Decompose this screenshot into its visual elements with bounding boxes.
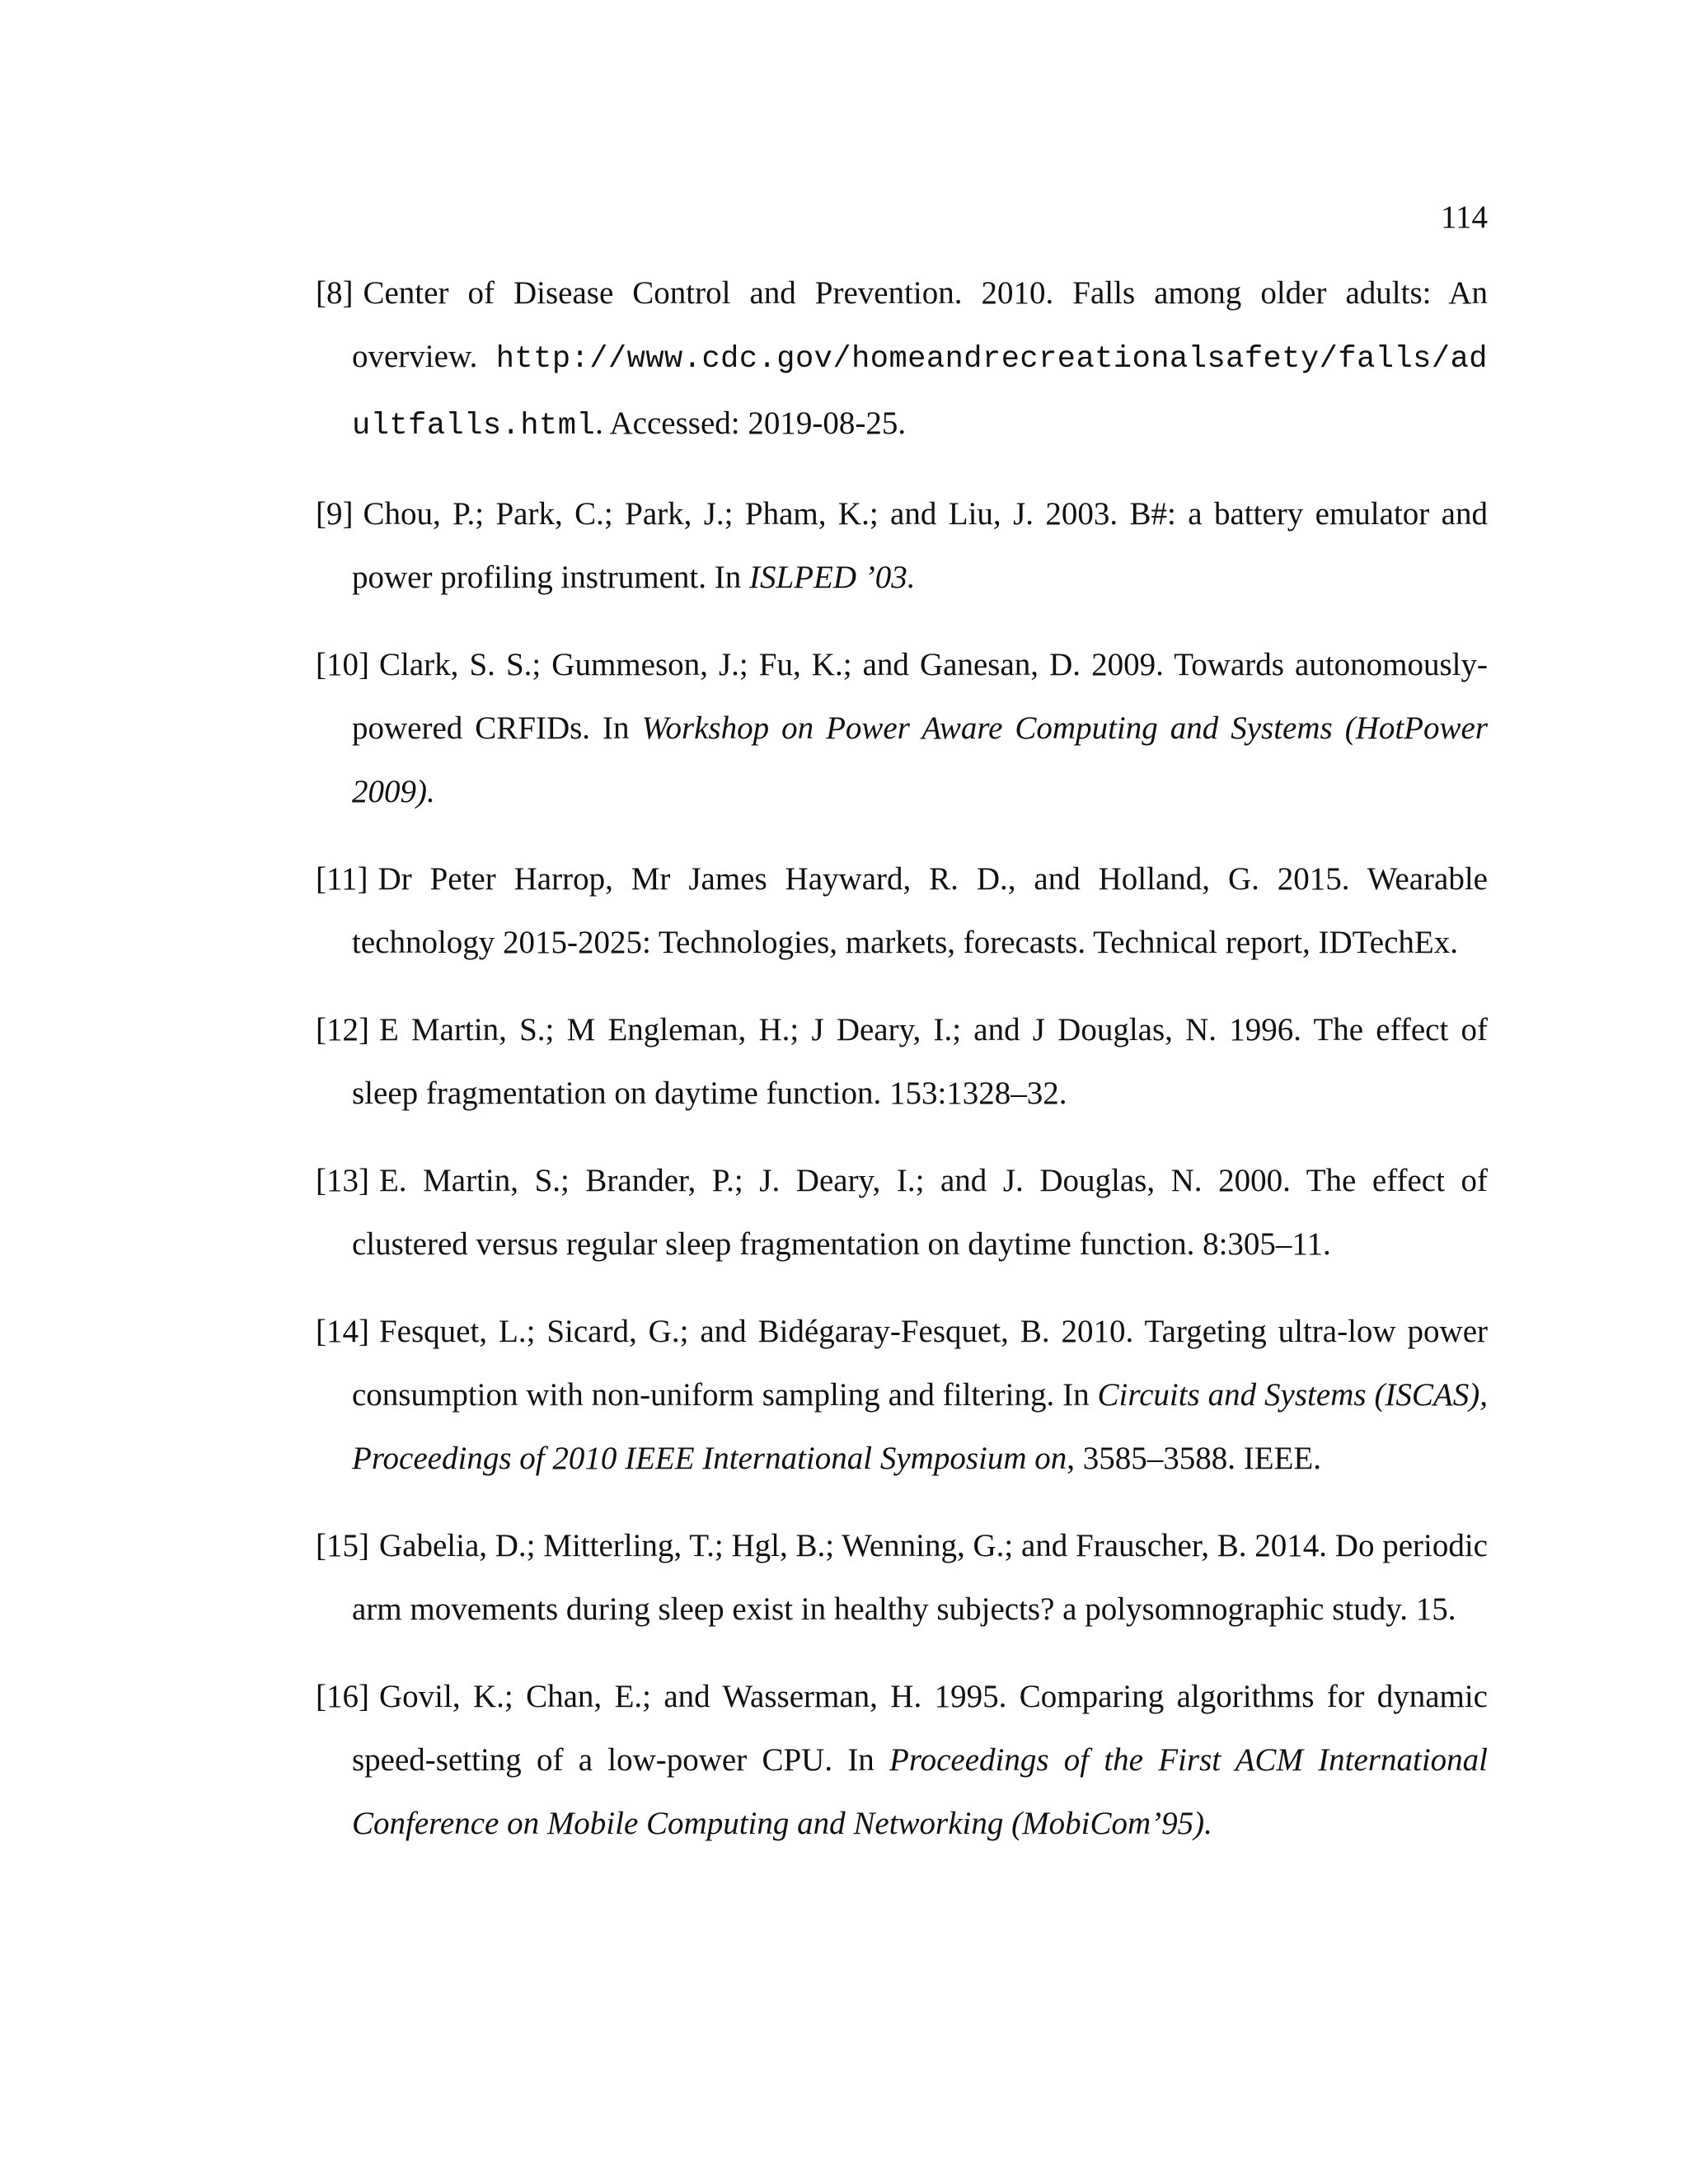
reference-text: Chou, P.; Park, C.; Park, J.; Pham, K.; and Liu, J. 2003. B#: a battery emulator and power profiling instrument. In <box>352 496 1488 595</box>
reference-label: [9] <box>316 496 354 532</box>
reference-text-after: , 3585–3588. IEEE. <box>1067 1441 1321 1476</box>
reference-text: Dr Peter Harrop, Mr James Hayward, R. D., and Holland, G. 2015. Wearable technology 2015-2025: Technologies, markets, forecasts. Technical report, IDTechEx. <box>352 861 1488 960</box>
reference-venue: ISLPED ’03. <box>749 560 916 595</box>
reference-item <box>316 1300 1488 1490</box>
reference-label: [16] <box>316 1679 369 1714</box>
page-number: 114 <box>1440 199 1488 235</box>
reference-venue: Workshop on Power Aware Computing and Systems (HotPower 2009). <box>352 710 1489 809</box>
reference-item <box>316 482 1488 609</box>
reference-item <box>316 998 1488 1125</box>
reference-venue: Circuits and Systems (ISCAS), Proceedings of 2010 IEEE International Symposium on <box>352 1377 1488 1476</box>
reference-item <box>316 633 1488 823</box>
reference-label: [12] <box>316 1012 369 1047</box>
reference-label: [14] <box>316 1314 369 1349</box>
reference-text: E. Martin, S.; Brander, P.; J. Deary, I.; and J. Douglas, N. 2000. The effect of clustered versus regular sleep fragmentation on daytime function. 8:305–11. <box>352 1163 1488 1262</box>
reference-text: Govil, K.; Chan, E.; and Wasserman, H. 1995. Comparing algorithms for dynamic speed-setting of a low-power CPU. In <box>352 1679 1488 1778</box>
reference-list <box>316 261 1488 1879</box>
reference-label: [10] <box>316 647 369 682</box>
reference-label: [11] <box>316 861 368 897</box>
reference-text: E Martin, S.; M Engleman, H.; J Deary, I.; and J Douglas, N. 1996. The effect of sleep fragmentation on daytime function. 153:1328–32. <box>352 1012 1488 1111</box>
reference-item <box>316 1149 1488 1276</box>
reference-text: Clark, S. S.; Gummeson, J.; Fu, K.; and Ganesan, D. 2009. Towards autonomously-powered CRFIDs. In <box>352 647 1488 746</box>
reference-label: [15] <box>316 1528 369 1563</box>
reference-text: Gabelia, D.; Mitterling, T.; Hgl, B.; Wenning, G.; and Frauscher, B. 2014. Do periodic arm movements during sleep exist in healthy subjects? a polysomnographic study. 15. <box>352 1528 1488 1627</box>
reference-label: [8] <box>316 275 354 311</box>
reference-text-after: . Accessed: 2019-08-25. <box>595 405 907 441</box>
reference-item <box>316 261 1488 458</box>
reference-label: [13] <box>316 1163 369 1198</box>
reference-item <box>316 1665 1488 1855</box>
reference-text: Fesquet, L.; Sicard, G.; and Bidégaray-Fesquet, B. 2010. Targeting ultra-low power consumption with non-uniform sampling and filtering. In <box>352 1314 1488 1413</box>
reference-url[interactable]: http://www.cdc.gov/homeandrecreationalsafety/falls/adultfalls.html <box>352 342 1488 443</box>
reference-item <box>316 847 1488 974</box>
reference-text: Center of Disease Control and Prevention. 2010. Falls among older adults: An overview. <box>352 275 1488 374</box>
reference-item <box>316 1514 1488 1641</box>
reference-venue: Proceedings of the First ACM International Conference on Mobile Computing and Networking (MobiCom’95). <box>352 1742 1488 1841</box>
